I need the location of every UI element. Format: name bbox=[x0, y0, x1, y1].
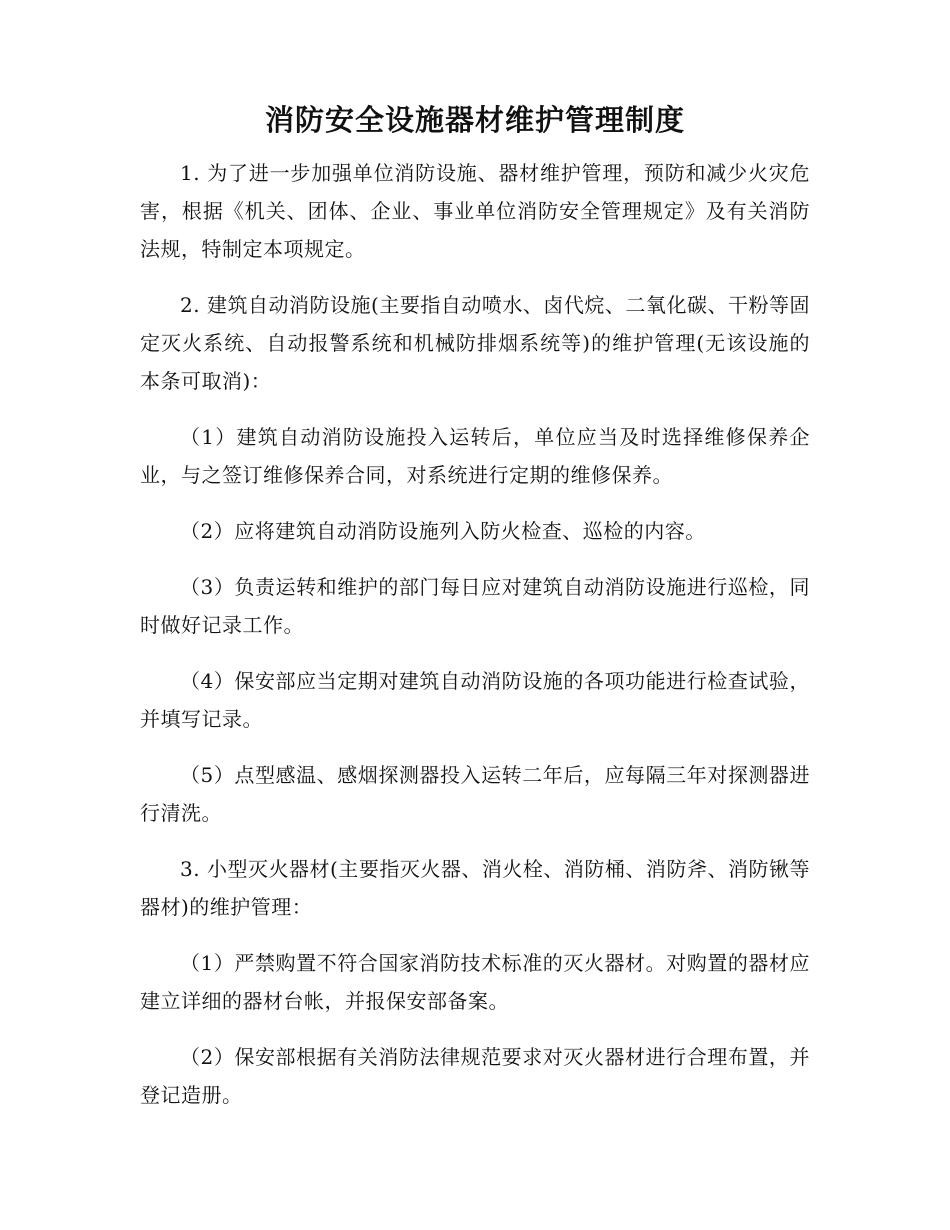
paragraph-2-item-1: （1）建筑自动消防设施投入运转后，单位应当及时选择维修保养企业，与之签订维修保养合同，对系统进行定期的维修保养。 bbox=[140, 425, 810, 487]
document-title: 消防安全设施器材维护管理制度 bbox=[264, 103, 685, 137]
paragraph-2-item-3: （3）负责运转和维护的部门每日应对建筑自动消防设施进行巡检，同时做好记录工作。 bbox=[140, 575, 810, 637]
paragraph-3-item-2: （2）保安部根据有关消防法律规范要求对灭火器材进行合理布置，并登记造册。 bbox=[140, 1045, 810, 1107]
paragraph-3-item-1: （1）严禁购置不符合国家消防技术标准的灭火器材。对购置的器材应建立详细的器材台帐，并报保安部备案。 bbox=[140, 951, 810, 1013]
paragraph-2-item-2: （2）应将建筑自动消防设施列入防火检查、巡检的内容。 bbox=[180, 519, 706, 543]
paragraph-3: 3. 小型灭火器材(主要指灭火器、消火栓、消防桶、消防斧、消防锹等器材)的维护管理： bbox=[140, 857, 810, 919]
paragraph-1: 1. 为了进一步加强单位消防设施、器材维护管理，预防和减少火灾危害，根据《机关、团体、企业、事业单位消防安全管理规定》及有关消防法规，特制定本项规定。 bbox=[140, 161, 810, 261]
document-page bbox=[140, 100, 810, 1132]
paragraph-2-item-5: （5）点型感温、感烟探测器投入运转二年后，应每隔三年对探测器进行清洗。 bbox=[140, 763, 810, 825]
paragraph-2-item-4: （4）保安部应当定期对建筑自动消防设施的各项功能进行检查试验，并填写记录。 bbox=[140, 669, 810, 731]
paragraph-2: 2. 建筑自动消防设施(主要指自动喷水、卤代烷、二氧化碳、干粉等固定灭火系统、自动报警系统和机械防排烟系统等)的维护管理(无该设施的本条可取消)： bbox=[140, 293, 810, 393]
